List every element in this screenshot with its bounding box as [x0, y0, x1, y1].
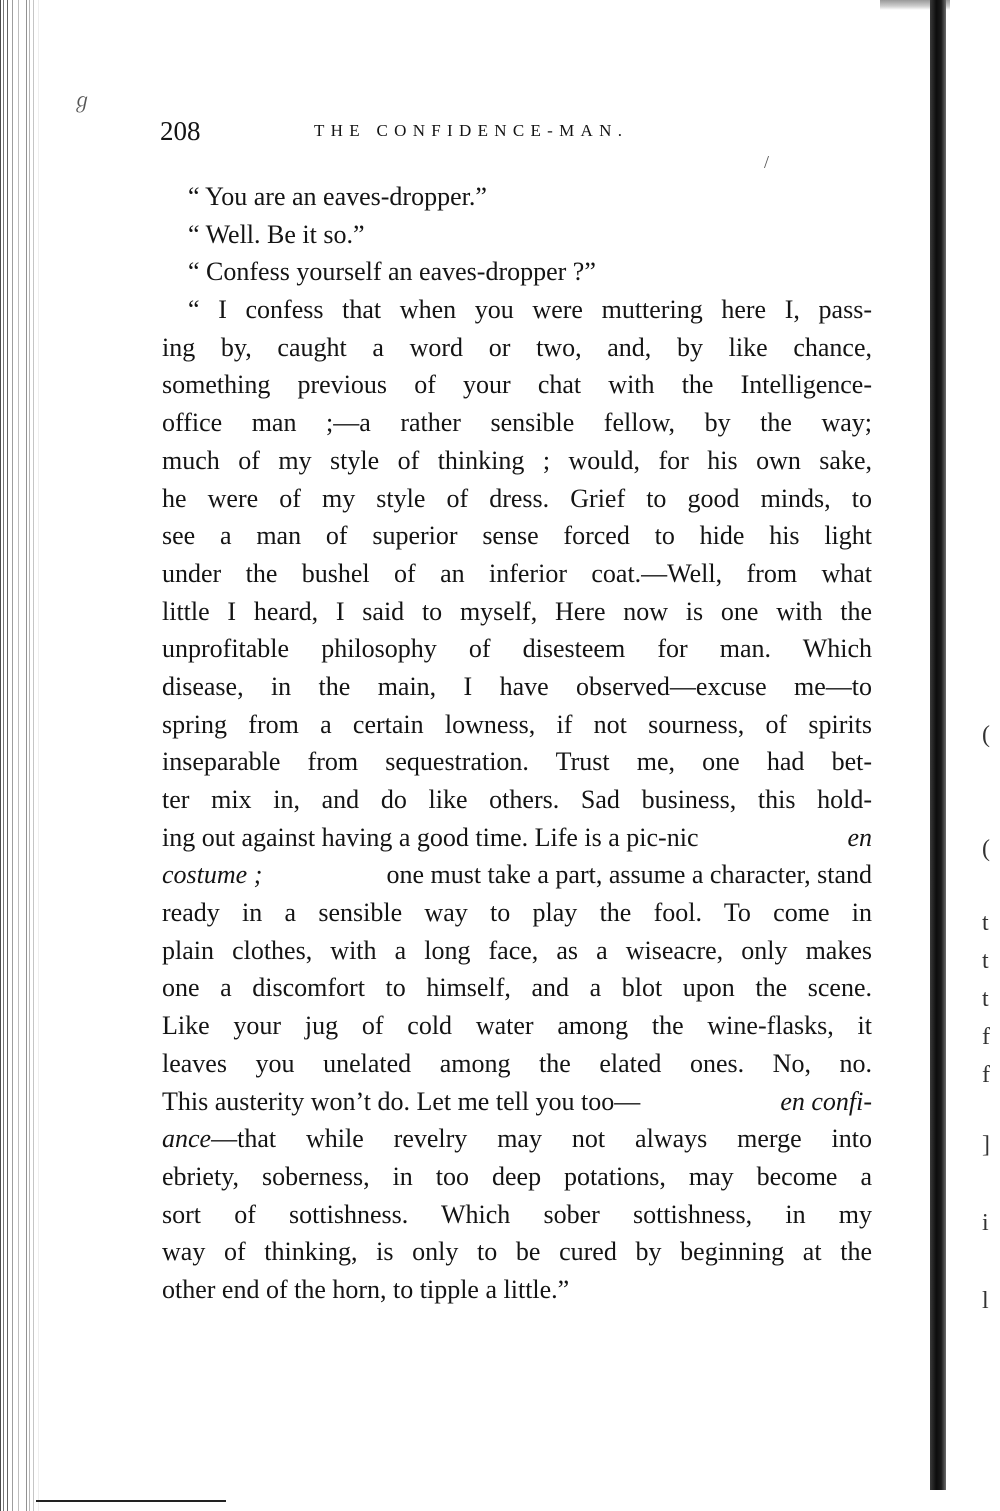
text-line: inseparable from sequestration. Trust me, one had bet- — [162, 747, 872, 777]
text-line — [162, 1120, 872, 1158]
text-line: much of my style of thinking ; would, for his own sake, — [162, 445, 872, 475]
text-line: unprofitable philosophy of disesteem for man. Which — [162, 634, 872, 664]
text-line: way of thinking, is only to be cured by beginning at the — [162, 1237, 872, 1267]
right-gutter-shadow — [930, 0, 946, 1490]
bleed-letter: i — [982, 1210, 989, 1236]
bottom-edge-rule — [36, 1500, 226, 1502]
text-line: “ You are an eaves-dropper.” — [188, 182, 487, 211]
text-line: Like your jug of cold water among the wine-flasks, it — [162, 1011, 872, 1041]
text-line — [162, 819, 872, 857]
text-line: “ Well. Be it so.” — [188, 219, 365, 249]
bleed-letter: t — [982, 910, 989, 936]
body-text — [162, 178, 872, 1309]
italic-text: ance — [162, 1124, 212, 1154]
text-line: ing by, caught a word or two, and, by like chance, — [162, 332, 872, 362]
text-line — [162, 856, 872, 894]
text-line: ready in a sensible way to play the fool. To come in — [162, 898, 872, 928]
text-line: under the bushel of an inferior coat.—Well, from what — [162, 558, 872, 588]
pencil-tick: / — [764, 152, 770, 172]
page-header — [160, 116, 880, 156]
bleed-letter: t — [982, 986, 989, 1012]
italic-text: en — [847, 822, 872, 852]
text-line: see a man of superior sense forced to hide his light — [162, 521, 872, 551]
bleed-letter: t — [982, 948, 989, 974]
italic-text: costume ; — [162, 860, 263, 890]
bleed-letter: f — [982, 1062, 990, 1088]
text-line — [162, 1083, 872, 1121]
text-line: spring from a certain lowness, if not sourness, of spirits — [162, 709, 872, 739]
text-line: “ I confess that when you were muttering here I, pass- — [188, 295, 872, 325]
running-head: THE CONFIDENCE-MAN. — [314, 121, 629, 140]
text-line: he were of my style of dress. Grief to good minds, to — [162, 483, 872, 513]
text-run: one must take a part, assume a character, stand — [386, 860, 872, 890]
text-line: little I heard, I said to myself, Here now is one with the — [162, 596, 872, 626]
left-binding-edge — [0, 0, 42, 1511]
text-line: sort of sottishness. Which sober sottishness, in my — [162, 1199, 872, 1229]
text-line: something previous of your chat with the Intelligence- — [162, 370, 872, 400]
text-run: ing out against having a good time. Life is a pic-nic — [162, 822, 699, 852]
text-line: other end of the horn, to tipple a little.” — [162, 1274, 570, 1304]
pencil-mark: ℊ — [72, 90, 92, 112]
text-run: —that while revelry may not always merge into — [211, 1124, 872, 1154]
bleed-letter: f — [982, 1024, 990, 1050]
bleed-letter: l — [982, 1288, 989, 1314]
text-line: plain clothes, with a long face, as a wiseacre, only makes — [162, 935, 872, 965]
italic-text: en confi- — [780, 1086, 872, 1116]
text-line: leaves you unelated among the elated ones. No, no. — [162, 1048, 872, 1078]
text-line: disease, in the main, I have observed—excuse me—to — [162, 671, 872, 701]
text-line: one a discomfort to himself, and a blot upon the scene. — [162, 973, 872, 1003]
bleed-letter: ( — [982, 836, 990, 862]
bleed-letter: ] — [982, 1132, 990, 1158]
page-number: 208 — [160, 116, 201, 146]
text-line: “ Confess yourself an eaves-dropper ?” — [188, 257, 596, 287]
bleed-letter: ( — [982, 722, 990, 748]
text-line: office man ;—a rather sensible fellow, by the way; — [162, 408, 872, 438]
text-line: ebriety, soberness, in too deep potations, may become a — [162, 1161, 872, 1191]
text-line: ter mix in, and do like others. Sad business, this hold- — [162, 785, 872, 814]
text-run: This austerity won’t do. Let me tell you too— — [162, 1086, 641, 1116]
